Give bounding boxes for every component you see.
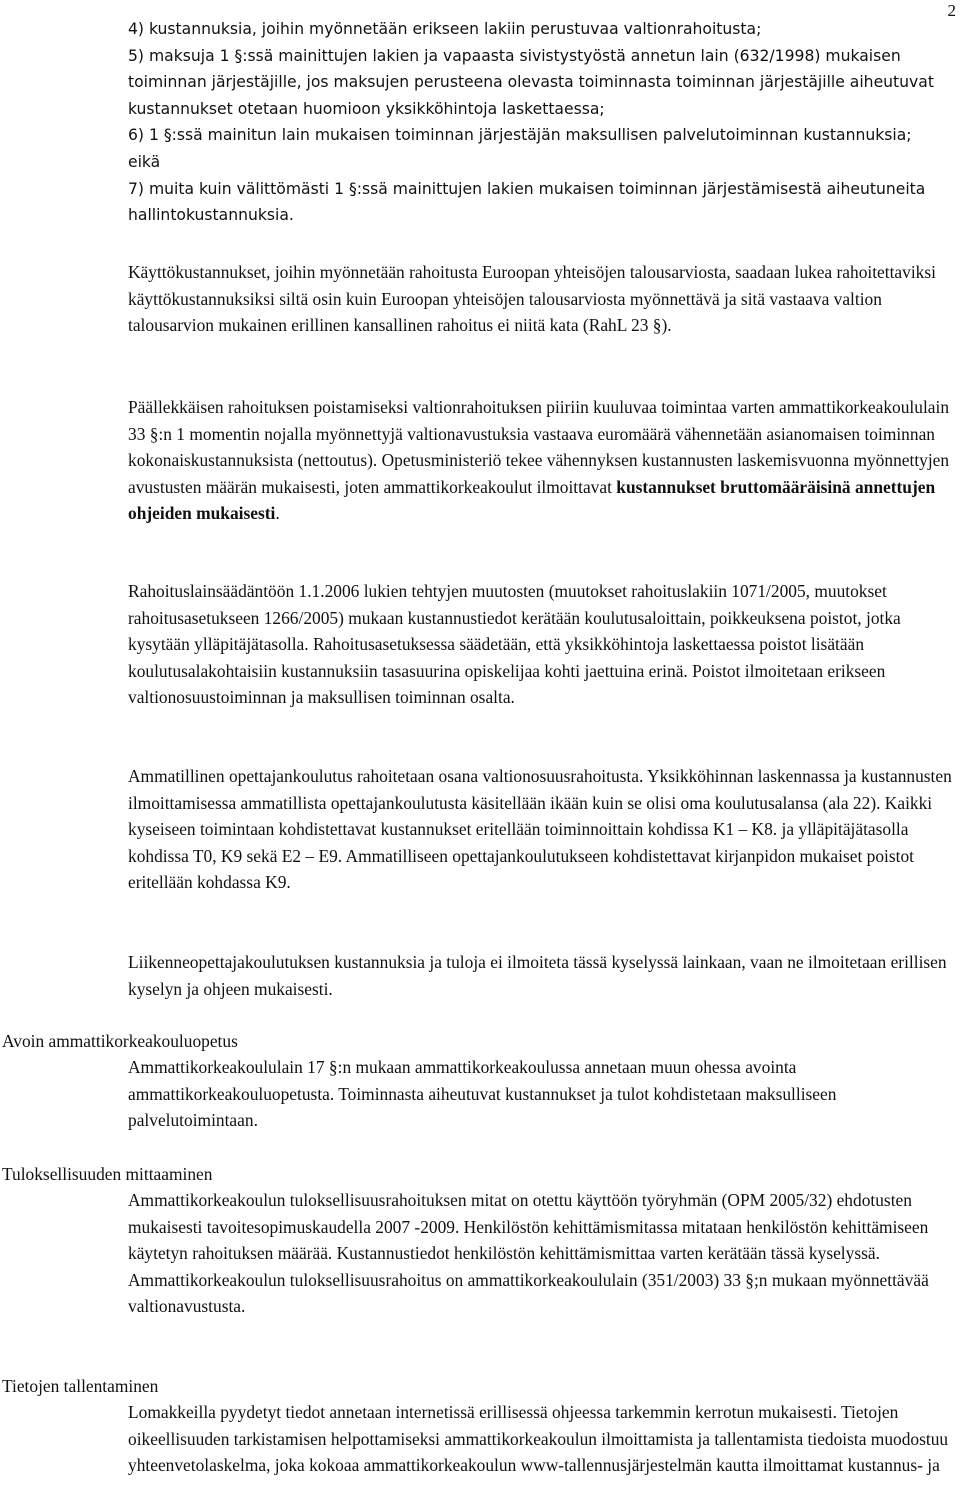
section-heading-open-education: Avoin ammattikorkeakouluopetus xyxy=(2,1031,238,1051)
paragraph-end: . xyxy=(275,503,280,524)
section-heading-data-storage: Tietojen tallentaminen xyxy=(2,1376,159,1396)
section-heading-performance: Tuloksellisuuden mittaaminen xyxy=(2,1164,213,1184)
paragraph-overlapping-funding xyxy=(128,394,958,527)
paragraph-eu-funding: Käyttökustannukset, joihin myönnetään rahoitusta Euroopan yhteisöjen talousarviosta, saadaan lukea rahoitettaviksi käyttökustannuksiksi siltä osin kuin Euroopan yhteisöjen talousarviosta myönnettävä ja sitä vastaava valtion talousarvion mukainen erillinen kansallinen rahoitus ei niitä kata (RahL 23 §). xyxy=(128,262,936,336)
section-text-data-storage: Lomakkeilla pyydetyt tiedot annetaan internetissä erillisessä ohjeessa tarkemmin kerrotun mukaisesti. Tietojen oikeellisuuden tarkistamisen helpottamiseksi ammattikorkeakoulun ilmoittamista ja tallentamista tiedoista muodostuu yhteenvetolaskelma, joka kokoaa ammattikorkeakoulun www-tallennusjärjestelmän kautta ilmoittamat kustannus- ja xyxy=(128,1402,949,1476)
emphasis-text: kustannukset bruttomääräisinä annettujen ohjeiden mukaisesti xyxy=(128,476,936,524)
exclusion-list xyxy=(128,16,943,229)
list-item: 4) kustannuksia, joihin myönnetään erikseen lakiin perustuvaa valtionrahoitusta; xyxy=(128,20,762,38)
paragraph-legislation-2006: Rahoituslainsäädäntöön 1.1.2006 lukien tehtyjen muutosten (muutokset rahoituslakiin 1071/2005, muutokset rahoitusasetukseen 1266/2005) mukaan kustannustiedot kerätään koulutusaloittain, poikkeuksena poistot, jotka kysytään ylläpitäjätasolla. Rahoitusasetuksessa säädetään, että yksikköhintoja laskettaessa poistot lisätään koulutusalakohtaisiin kustannuksiin tasasuurina opiskelijaa kohti jaettuina erinä. Poistot ilmoitetaan erikseen valtionosuustoiminnan ja maksullisen toiminnan osalta. xyxy=(128,581,901,708)
paragraph-driving-instructor: Liikenneopettajakoulutuksen kustannuksia ja tuloja ei ilmoiteta tässä kyselyssä lainkaan, vaan ne ilmoitetaan erillisen kyselyn ja ohjeen mukaisesti. xyxy=(128,952,947,999)
paragraph-text: Päällekkäisen rahoituksen poistamiseksi valtionrahoituksen piiriin kuuluvaa toimintaa varten ammattikorkeakoululain 33 §:n 1 momentin nojalla myönnettyjä valtionavustuksia vastaava euromäärä vähennetään asianomaisen toiminnan kokonaiskustannuksista (nettoutus). Opetusministeriö tekee vähennyksen kustannusten laskemisvuonna myönnettyjen avustusten määrän mukaisesti, joten ammattikorkeakoulut ilmoittavat xyxy=(128,397,950,497)
section-text-open-education: Ammattikorkeakoululain 17 §:n mukaan ammattikorkeakoulussa annetaan muun ohessa avointa ammattikorkeakouluopetusta. Toiminnasta aiheutuvat kustannukset ja tulot kohdistetaan maksulliseen palvelutoimintaan. xyxy=(128,1057,837,1131)
section-text-performance: Ammattikorkeakoulun tuloksellisuusrahoituksen mitat on otettu käyttöön työryhmän (OPM 2005/32) ehdotusten mukaisesti tavoitesopimuskaudella 2007 -2009. Henkilöstön kehittämismitassa mitataan henkilöstön kehittämiseen käytetyn rahoituksen määrää. Kustannustiedot henkilöstön kehittämismittaa varten kerätään tässä kyselyssä. Ammattikorkeakoulun tuloksellisuusrahoitus on ammattikorkeakoululain (351/2003) 33 §;n mukaan myönnettävää valtionavustusta. xyxy=(128,1190,929,1317)
list-item: 6) 1 §:ssä mainitun lain mukaisen toiminnan järjestäjän maksullisen palvelutoiminnan kustannuksia; eikä xyxy=(128,126,912,171)
page-number: 2 xyxy=(947,1,956,20)
list-item: 7) muita kuin välittömästi 1 §:ssä mainittujen lakien mukaisen toiminnan järjestämisestä aiheutuneita hallintokustannuksia. xyxy=(128,179,926,225)
list-item: 5) maksuja 1 §:ssä mainittujen lakien ja vapaasta sivistystyöstä annetun lain (632/1998) mukaisen toiminnan järjestäjille, jos maksujen perusteena olevasta toiminnasta toiminnan järjestäjille aiheutuvat kustannukset otetaan huomioon yksikköhintoja laskettaessa; xyxy=(128,46,934,118)
paragraph-teacher-education: Ammatillinen opettajankoulutus rahoitetaan osana valtionosuusrahoitusta. Yksikköhinnan laskennassa ja kustannusten ilmoittamisessa ammatillista opettajankoulutusta käsitellään ikään kuin se olisi oma koulutusalansa (ala 22). Kaikki kyseiseen toimintaan kohdistettavat kustannukset eritellään toiminnoittain kohdissa K1 – K8. ja ylläpitäjätasolla kohdissa T0, K9 sekä E2 – E9. Ammatilliseen opettajankoulutukseen kohdistettavat kirjanpidon mukaiset poistot eritellään kohdassa K9. xyxy=(128,766,952,893)
